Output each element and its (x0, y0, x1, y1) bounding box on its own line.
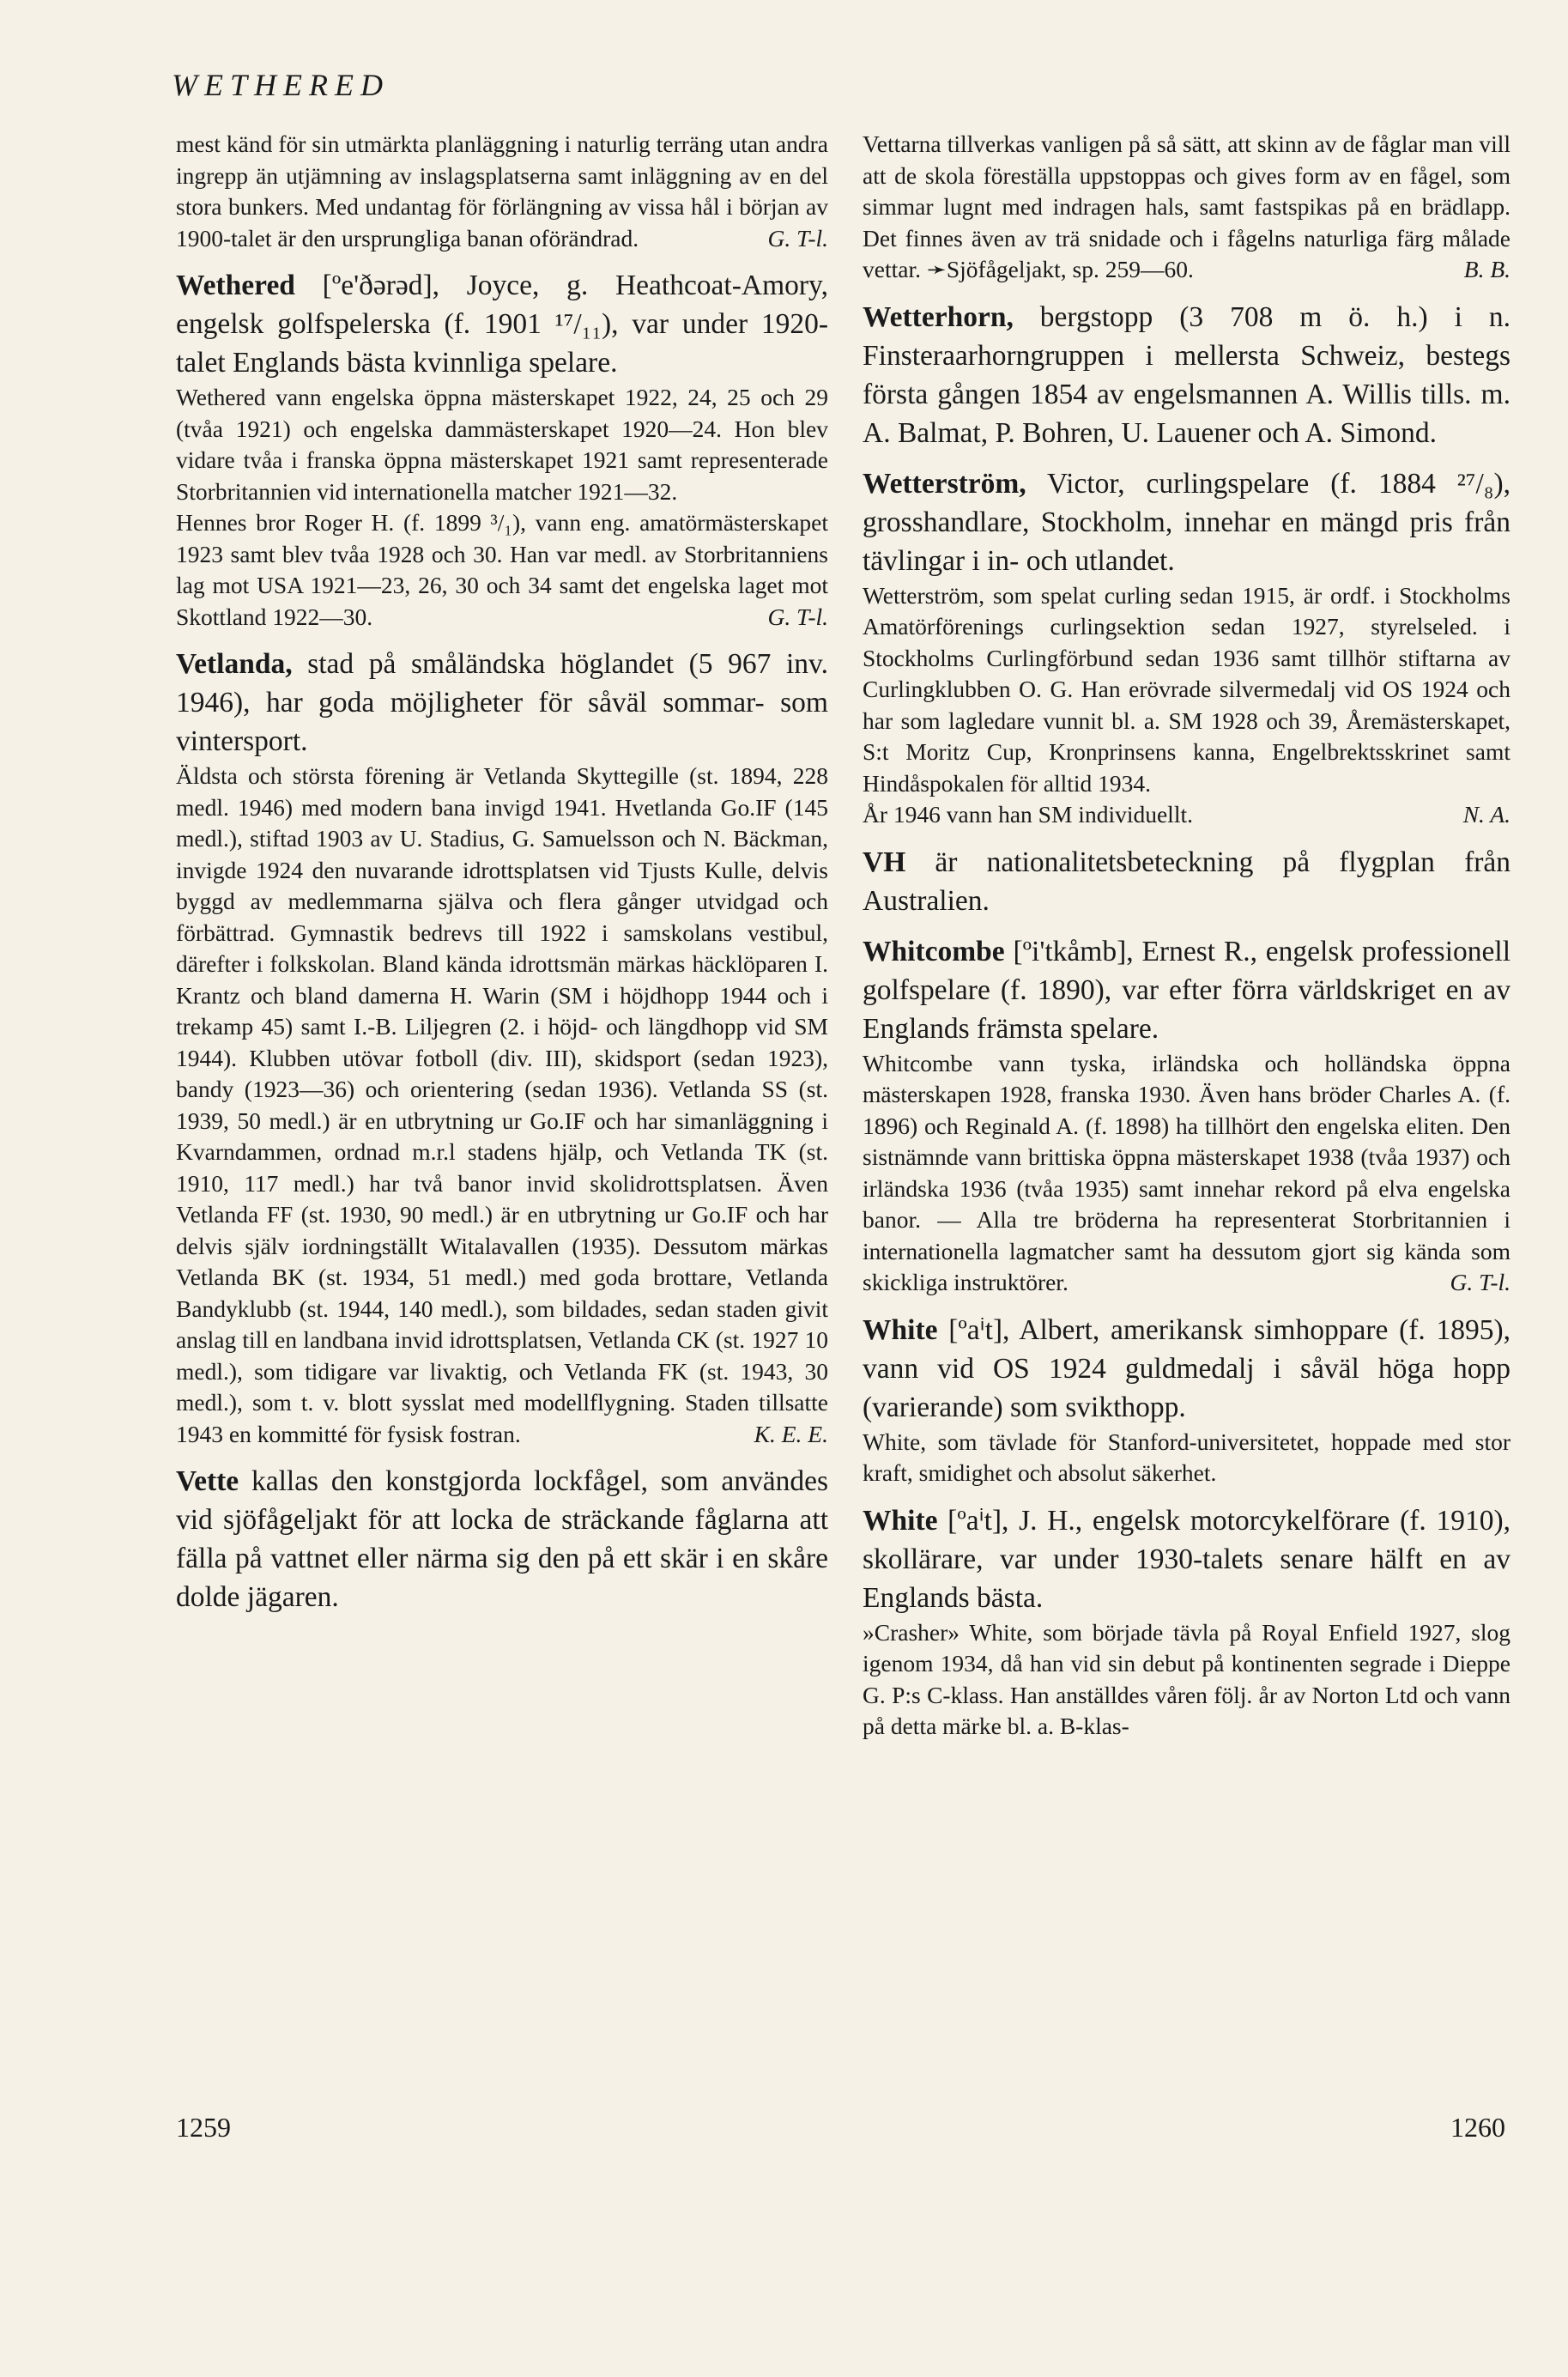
entry-lead-text: stad på småländska höglandet (5 967 inv. 1946), har goda möjligheter för såväl sommar- som vintersport. (176, 648, 828, 757)
entry-white-jh (863, 1501, 1510, 1743)
entry-headword: Vette (176, 1465, 239, 1497)
signature: B. B. (1463, 256, 1510, 282)
signature: G. T-l. (767, 224, 828, 252)
entry-body: White, som tävlade för Stanford-universitetet, hoppade med stor kraft, smidighet och absolut säkerhet. (863, 1428, 1510, 1486)
signature: K. E. E. (754, 1420, 828, 1447)
entry-lead-text: [ºaⁱt], J. H., engelsk motorcykelförare (f. 1910), skollärare, var under 1930-talets senare hälft en av Englands bästa. (863, 1504, 1510, 1614)
entry-body: Wethered vann engelska öppna mästerskapet 1922, 24, 25 och 29 (tvåa 1921) och engelska dammästerskapet 1920—24. Hon blev vidare tvåa i franska öppna mästerskapet 1921 samt representerade Storbritannien vid internationella matcher 1921—32. (176, 384, 828, 505)
entry-headword: VH (863, 846, 906, 878)
entry-white-albert (863, 1311, 1510, 1489)
entry-lead-text: [ºi'tkåmb], Ernest R., engelsk professionell golfspelare (f. 1890), var efter förra världskriget en av Englands främsta spelare. (863, 935, 1510, 1045)
entry-headword: White (863, 1504, 938, 1537)
entry-intro-continuation (176, 129, 828, 254)
entry-headword: Wethered (176, 270, 295, 301)
intro-text: mest känd för sin utmärkta planläggning i naturlig terräng utan andra ingrepp än utjämning av inslagsplatserna samt inläggning av en del stora bunkers. Med undantag för förlängning av vissa hål i början av 1900-talet är den ursprungliga banan oförändrad. (176, 130, 828, 252)
entry-lead-text: [ºaⁱt], Albert, amerikansk simhoppare (f. 1895), vann vid OS 1924 guldmedalj i såväl höga hopp (varierande) som svikthopp. (863, 1313, 1511, 1423)
entry-body: Whitcombe vann tyska, irländska och holländska öppna mästerskapen 1928, franska 1930. Även hans bröder Charles A. (f. 1896) och Reginald A. (f. 1898) ha tillhört den engelska eliten. Den sistnämnde vann brittiska öppna mästerskapet 1938 (tvåa 1937) och irländska 1936 (tvåa 1935) samt innehar rekord på elva engelska banor. — Alla tre bröderna ha representerat Storbritannien i internationella lagmatcher samt ha dessutom gjort sig kända som skickliga instruktörer. (863, 1049, 1510, 1295)
right-column (863, 129, 1510, 1755)
entry-wethered (176, 266, 828, 633)
entry-wetterstrom (863, 464, 1510, 831)
entry-headword: Whitcombe (863, 935, 1005, 967)
signature: N. A. (1462, 801, 1510, 828)
entry-headword: Wetterhorn, (863, 300, 1014, 333)
signature: G. T-l. (767, 603, 828, 630)
entry-headword: Wetterström, (863, 467, 1026, 500)
entry-body: »Crasher» White, som började tävla på Royal Enfield 1927, slog igenom 1934, då han vid sin debut på kontinenten segrade i Dieppe G. P:s C-klass. Han anställdes våren följ. år av Norton Ltd och vann på detta märke bl. a. B-klas- (863, 1618, 1510, 1739)
entry-lead-text: Victor, curlingspelare (f. 1884 ²⁷/₈), grosshandlare, Stockholm, innehar en mängd pris från tävlingar i in- och utlandet. (863, 467, 1510, 577)
running-header: WETHERED (172, 68, 390, 102)
entry-vh (863, 843, 1510, 920)
entry-vette (176, 1462, 828, 1616)
entry-lead-text: [ºe'ðərəd], Joyce, g. Heathcoat-Amory, engelsk golfspelerska (f. 1901 ¹⁷/₁₁), var under 1920-talet Englands bästa kvinnliga spelare. (176, 270, 828, 379)
left-column (176, 129, 828, 1628)
entry-lead-text: kallas den konstgjorda lockfågel, som användes vid sjöfågeljakt för att locka de sträckande fåglarna att fälla på vattnet eller närma sig den på ett skär i en skåre dolde jägaren. (176, 1465, 828, 1613)
entry-whitcombe (863, 932, 1510, 1299)
entry-body: Hennes bror Roger H. (f. 1899 ³/₁), vann eng. amatörmästerskapet 1923 samt blev tvåa 1928 och 30. Han var medl. av Storbritanniens lag mot USA 1921—23, 26, 30 och 34 samt det engelska laget mot Skottland 1922—30. (176, 509, 828, 630)
entry-headword: Vetlanda, (176, 648, 293, 680)
entry-headword: White (863, 1313, 938, 1346)
entry-lead-text: är nationalitetsbeteckning på flygplan från Australien. (863, 846, 1510, 917)
entry-body: År 1946 vann han SM individuellt. (863, 801, 1193, 828)
entry-body: Wetterström, som spelat curling sedan 1915, är ordf. i Stockholms Amatörförenings curlingsektion sedan 1927, styrelseled. i Stockholms Curlingförbund sedan 1936 samt tillhör stiftarna av Curlingklubben O. G. Han erövrade silvermedalj vid OS 1924 och har som lagledare vunnit bl. a. SM 1928 och 39, Åremästerskapet, S:t Moritz Cup, Kronprinsens kanna, Engelbrektsskrinet samt Hindåspokalen för alltid 1934. (863, 581, 1510, 797)
page-number-left: 1259 (176, 2112, 231, 2143)
entry-vetlanda (176, 645, 828, 1450)
entry-lead-text: bergstopp (3 708 m ö. h.) i n. Finsteraarhorngruppen i mellersta Schweiz, bestegs första gången 1854 av engelsmannen A. Willis tills. m. A. Balmat, P. Bohren, U. Lauener och A. Simond. (863, 300, 1510, 449)
entry-vette-continuation (863, 129, 1510, 286)
entry-body: Äldsta och största förening är Vetlanda Skyttegille (st. 1894, 228 medl. 1946) med modern bana invigd 1941. Hvetlanda Go.IF (145 medl.), stiftad 1903 av U. Stadius, G. Samuelsson och N. Bäckman, invigde 1924 den nuvarande idrottsplatsen vid Tjusts Kulle, delvis byggd av medlemmarna själva och flera gånger utvidgad och förbättrad. Gymnastik bedrevs till 1922 i samskolans vestibul, därefter i folkskolan. Bland kända idrottsmän märkas häcklöparen I. Krantz och bland damerna H. Warin (SM i höjdhopp 1944 och i trekamp 45) samt I.-B. Liljegren (2. i höjd- och längdhopp vid SM 1944). Klubben utövar fotboll (div. III), skidsport (sedan 1923), bandy (1923—36) och orientering (sedan 1936). Vetlanda SS (st. 1939, 50 medl.) är en utbrytning ur Go.IF och har simanläggning i Kvarndammen, ordnad m.r.l stadens hjälp, och Vetlanda TK (st. 1910, 117 medl.) har två banor invid skolidrottsplatsen. Även Vetlanda FF (st. 1930, 90 medl.) är en utbrytning ur Go.IF och har delvis själv iordningställt Witalavallen (1935). Dessutom märkas Vetlanda BK (st. 1934, 51 medl.) med goda brottare, Vetlanda Bandyklubb (st. 1944, 140 medl.), som bildades, sedan staden givit anslag till en landbana invid idrottsplatsen, Vetlanda CK (st. 1927 10 medl.), som tidigare var livaktig, och Vetlanda FK (st. 1943, 30 medl.), som t. v. blott sysslat med modellflygning. Staden tillsatte 1943 en kommitté för fysisk fostran. (176, 762, 828, 1447)
entry-body: Vettarna tillverkas vanligen på så sätt, att skinn av de fåglar man vill att de skola föreställa uppstoppas och gives form av en fågel, som simmar lugnt med indragen hals, samt fastspikas på en brädlapp. Det finnes även av trä snidade och i fågelns naturliga färg målade vettar. ➛Sjöfågeljakt, sp. 259—60. (863, 130, 1510, 282)
page-number-right: 1260 (1450, 2112, 1505, 2143)
signature: G. T-l. (1450, 1269, 1510, 1295)
entry-wetterhorn (863, 298, 1510, 452)
